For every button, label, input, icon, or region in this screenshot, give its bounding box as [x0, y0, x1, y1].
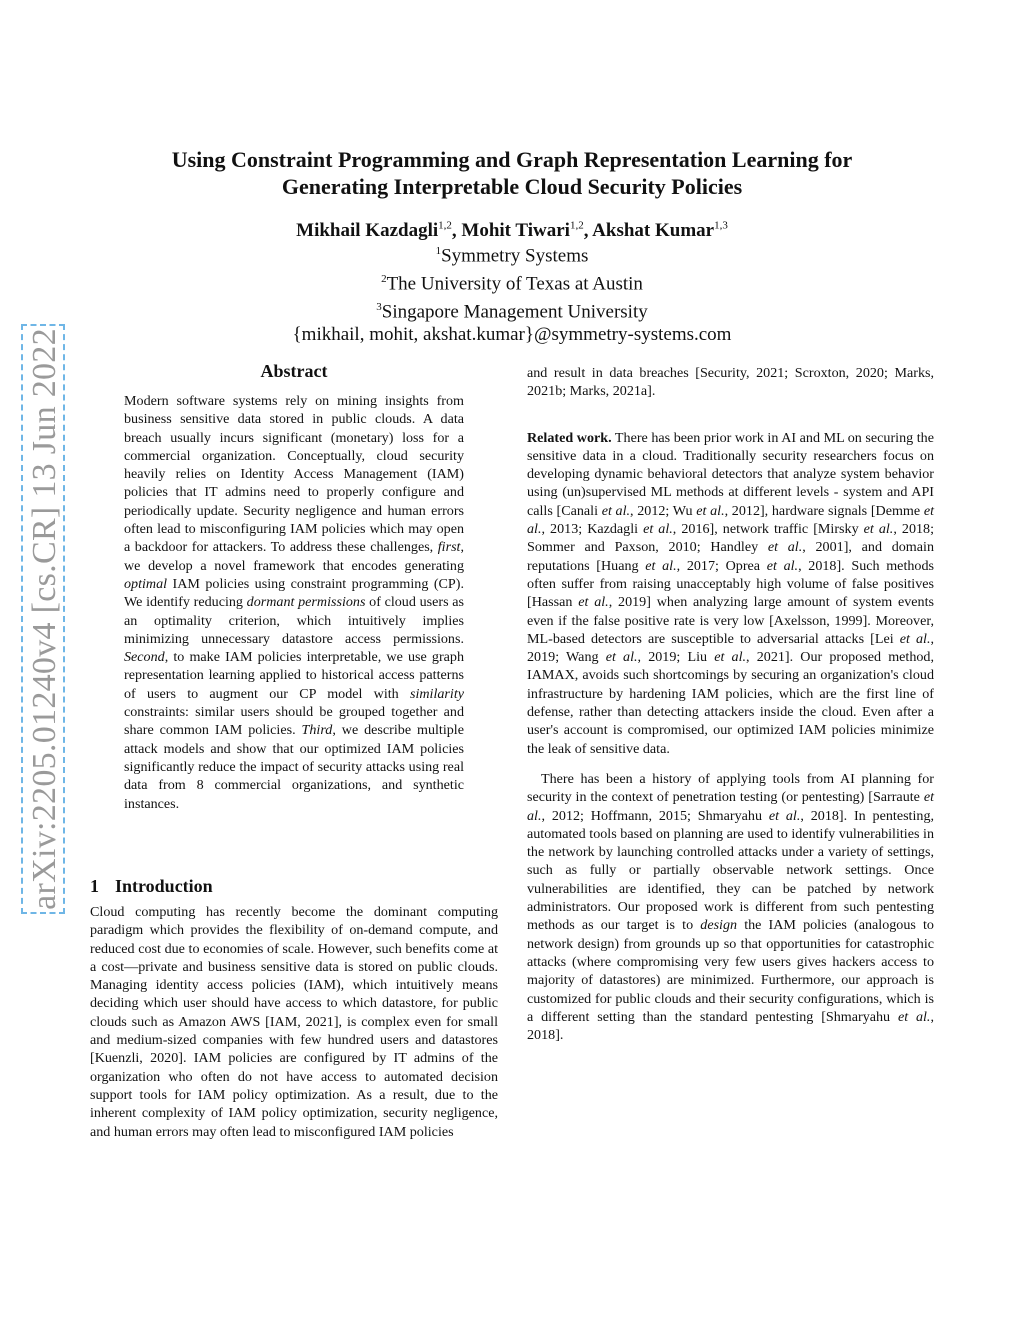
text-run: , 2012; Hoffmann, 2015; Shmaryahu	[541, 807, 769, 824]
text-run: , 2012], hardware signals [Demme	[724, 502, 924, 519]
text-run: There has been a history of applying tools from AI planning for security in the context of penetration testing (or pentesting) [Sarraute	[527, 770, 934, 806]
arxiv-stamp: arXiv:2205.01240v4 [cs.CR] 13 Jun 2022	[21, 324, 65, 914]
text-run: , 2016], network traffic [Mirsky	[672, 521, 864, 538]
italic-run: design	[700, 917, 738, 934]
text-run: , 2019; Liu	[637, 649, 715, 666]
affiliations	[100, 240, 924, 347]
affiliation-1: $^1$Symmetry Systems	[435, 245, 589, 267]
affiliation-3: $^3$Singapore Management University	[376, 300, 648, 322]
introduction-body: Cloud computing has recently become the dominant computing paradigm which provides the flexibility of on-demand compute, and reduced cost due to economies of scale. However, such benefits come at a cost—private and business sensitive data is stored on public clouds. Managing identity access policies (IAM), which intuitively means deciding which user should have access to which datastore, for public clouds such as Amazon AWS [IAM, 2021], is complex even for small and medium-sized companies with few hundred users and datastores [Kuenzli, 2020]. IAM policies are configured by IT admins of the organization who often do not have access to automated decision support tools for IAM policy optimization. As a result, due to the inherent complexity of IAM policy optimization, security negligence, and human errors may often lead to misconfigured IAM policies	[90, 904, 498, 1140]
author-3: Akshat Kumar$^{1,3}$	[592, 220, 728, 242]
section-heading-introduction: 1 Introduction	[90, 876, 213, 896]
right-column	[527, 364, 934, 1044]
italic-run: et al.	[863, 521, 894, 538]
italic-run: et al.	[527, 502, 934, 538]
author-list: Mikhail Kazdagli$^{1,2}$, Mohit Tiwari$^{1,2}$, Akshat Kumar$^{1,3}$	[296, 220, 728, 242]
text-run: , 2019] when analyzing large amount of system events even if the false positive rate is very low [Axelsson, 1999]. Moreover, ML-based detectors are susceptible to adversarial attacks [Lei	[527, 594, 934, 647]
author-1: Mikhail Kazdagli$^{1,2}$	[296, 220, 452, 242]
related-work-heading: Related work.	[527, 429, 612, 446]
author-emails: {mikhail, mohit, akshat.kumar}@symmetry-systems.com	[292, 324, 732, 346]
text-run: , 2017; Oprea	[676, 557, 767, 574]
abstract-body: Modern software systems rely on mining insights from business sensitive data stored in public clouds. A data breach usually incurs significant (monetary) loss for a commercial organization. Conceptually, cloud security heavily relies on Identity Access Management (IAM) policies that IT admins need to properly configure and periodically update. Security negligence and human errors often lead to misconfiguring IAM policies which may open a backdoor for attackers. To address these challenges, first, we develop a novel framework that encodes generating optimal IAM policies using constraint programming (CP). We identify reducing dormant permissions of cloud users as an optimality criterion, which intuitively implies minimizing unnecessary datastore access permissions. Second, to make IAM policies interpretable, we use graph representation learning applied to historical access patterns of users to augment our CP model with similarity constraints: similar users should be grouped together and share common IAM policies. Third, we describe multiple attack models and show that our optimized IAM policies significantly reduce the impact of security attacks using real data from 8 commercial organizations, and synthetic instances.	[124, 393, 464, 812]
italic-run: et al.	[714, 649, 747, 666]
italic-run: et al.	[601, 502, 631, 519]
text-run: , 2018; Sommer and Paxson, 2010; Handley	[527, 521, 935, 556]
text-run: , 2019; Wang	[527, 630, 934, 666]
italic-run: et al.	[897, 1008, 931, 1025]
italic-run: et al.	[767, 539, 803, 556]
text-run: , 2012; Wu	[630, 502, 697, 519]
title-line-2: Generating Interpretable Cloud Security Policies	[281, 174, 743, 199]
paper-title	[100, 146, 924, 200]
text-run: , 2001], and domain reputations [Huang	[527, 539, 934, 574]
italic-run: et al.	[643, 521, 673, 538]
text-run: the IAM policies (analogous to network design) from grounds up so that opportunities for catastrophic attacks (where compromising very few users gives hackers access to majority of datastores) are minimized. Furthermore, our approach is customized for public clouds and their security configurations, which is a different setting than the standard pentesting [Shmaryahu	[527, 917, 934, 1025]
title-line-1: Using Constraint Programming and Graph Representation Learning for	[171, 147, 853, 172]
planning-history-paragraph	[527, 770, 934, 1044]
text-run: , 2018]. Such methods often suffer from raising unacceptably high volume of false positives [Hassan	[527, 557, 934, 611]
text-run: , 2018].	[527, 1008, 934, 1044]
abstract-heading: Abstract	[260, 361, 328, 381]
continued-paragraph: and result in data breaches [Security, 2021; Scroxton, 2020; Marks, 2021b; Marks, 2021a].	[527, 365, 934, 400]
italic-run: et al.	[899, 630, 931, 647]
italic-run: et al.	[527, 789, 934, 824]
related-work-paragraph	[527, 429, 934, 758]
italic-run: et al.	[578, 594, 609, 611]
italic-run: et al.	[696, 502, 725, 519]
text-run: , 2021]. Our proposed method, IAMAX, avoids such shortcomings by securing an organization's cloud infrastructure by hardening IAM policies, which are the first line of defense, rather than detecting attackers inside the cloud. Even after a user's account is compromised, our optimized IAM policies minimize the leak of sensitive data.	[527, 649, 935, 757]
author-2: Mohit Tiwari$^{1,2}$	[461, 220, 584, 242]
text-run: , 2018]. In pentesting, automated tools based on planning are used to identify vulnerabilities in the network by launching controlled attacks under a variety of settings, such as fully or partially observable network settings. Once vulnerabilities are identified, they can be patched by network administrators. Our proposed work is different from such pentesting methods as our target is to	[527, 807, 935, 934]
italic-run: et al.	[768, 807, 801, 824]
text-run: There has been prior work in AI and ML on securing the sensitive data in a cloud. Traditionally security researchers focus on developing dynamic behavioral detectors that analyze system behavior using (un)supervised ML methods at different levels - system and API calls [Canali	[527, 429, 934, 519]
italic-run: et al.	[645, 557, 677, 574]
italic-run: et al.	[766, 557, 799, 574]
text-run: , 2013; Kazdagli	[541, 521, 644, 538]
affiliation-2: $^2$The University of Texas at Austin	[381, 272, 643, 295]
italic-run: et al.	[605, 649, 638, 666]
